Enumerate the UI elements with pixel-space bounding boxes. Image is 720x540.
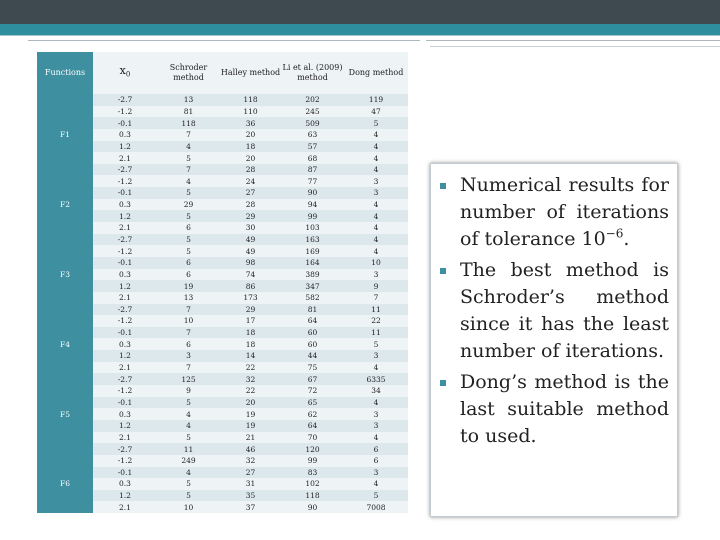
bullet-1-end: .	[623, 228, 630, 250]
li-cell: 582	[281, 292, 344, 304]
table-body	[37, 94, 408, 513]
dong-cell: 4	[344, 210, 408, 222]
schroder-cell: 13	[157, 292, 220, 304]
halley-cell: 27	[220, 467, 281, 479]
title-rule-right-lower	[430, 46, 720, 47]
table-row	[37, 106, 408, 118]
schroder-cell: 7	[157, 304, 220, 316]
halley-cell: 24	[220, 175, 281, 187]
li-cell: 94	[281, 199, 344, 211]
li-cell: 81	[281, 304, 344, 316]
x0-cell: -0.1	[93, 117, 157, 129]
function-cell	[37, 385, 93, 397]
function-cell	[37, 420, 93, 432]
halley-cell: 22	[220, 385, 281, 397]
dong-cell: 6	[344, 443, 408, 455]
schroder-cell: 10	[157, 315, 220, 327]
x0-cell: 0.3	[93, 408, 157, 420]
function-cell	[37, 315, 93, 327]
table-row	[37, 397, 408, 409]
table-row	[37, 420, 408, 432]
halley-cell: 30	[220, 222, 281, 234]
dong-cell: 4	[344, 164, 408, 176]
halley-cell: 74	[220, 269, 281, 281]
table-row	[37, 478, 408, 490]
li-cell: 65	[281, 397, 344, 409]
x0-cell: 2.1	[93, 152, 157, 164]
dong-cell: 11	[344, 327, 408, 339]
halley-cell: 37	[220, 501, 281, 513]
table-row	[37, 129, 408, 141]
function-cell	[37, 432, 93, 444]
x0-cell: 1.2	[93, 350, 157, 362]
x0-cell: 1.2	[93, 420, 157, 432]
accent-divider	[0, 35, 720, 36]
function-cell	[37, 327, 93, 339]
li-cell: 72	[281, 385, 344, 397]
li-cell: 87	[281, 164, 344, 176]
li-cell: 347	[281, 280, 344, 292]
halley-cell: 28	[220, 199, 281, 211]
x0-cell: -1.2	[93, 245, 157, 257]
table-row	[37, 94, 408, 106]
schroder-cell: 4	[157, 467, 220, 479]
li-cell: 64	[281, 420, 344, 432]
dong-cell: 5	[344, 338, 408, 350]
dong-cell: 4	[344, 245, 408, 257]
li-cell: 202	[281, 94, 344, 106]
table-row	[37, 373, 408, 385]
x0-cell: 0.3	[93, 338, 157, 350]
x0-cell: 1.2	[93, 210, 157, 222]
halley-cell: 110	[220, 106, 281, 118]
halley-cell: 14	[220, 350, 281, 362]
schroder-cell: 7	[157, 362, 220, 374]
dong-cell: 4	[344, 222, 408, 234]
function-cell: F5	[37, 408, 93, 420]
table-row	[37, 210, 408, 222]
li-cell: 77	[281, 175, 344, 187]
dong-cell: 4	[344, 199, 408, 211]
function-cell	[37, 222, 93, 234]
function-cell	[37, 467, 93, 479]
halley-cell: 31	[220, 478, 281, 490]
header-x0-subscript: 0	[125, 70, 131, 79]
dong-cell: 3	[344, 187, 408, 199]
x0-cell: -0.1	[93, 257, 157, 269]
x0-cell: -2.7	[93, 373, 157, 385]
halley-cell: 20	[220, 397, 281, 409]
dong-cell: 22	[344, 315, 408, 327]
schroder-cell: 5	[157, 432, 220, 444]
halley-cell: 20	[220, 152, 281, 164]
halley-cell: 35	[220, 490, 281, 502]
li-cell: 120	[281, 443, 344, 455]
schroder-cell: 6	[157, 222, 220, 234]
square-bullet-icon	[440, 183, 446, 189]
table-row	[37, 117, 408, 129]
bullet-1-text: Numerical results for number of iterations of tolerance 10	[460, 174, 669, 250]
halley-cell: 27	[220, 187, 281, 199]
x0-cell: -0.1	[93, 467, 157, 479]
schroder-cell: 4	[157, 420, 220, 432]
function-cell: F2	[37, 199, 93, 211]
table-row	[37, 362, 408, 374]
table-row	[37, 408, 408, 420]
x0-cell: 0.3	[93, 129, 157, 141]
function-cell	[37, 443, 93, 455]
table-row	[37, 443, 408, 455]
x0-cell: 2.1	[93, 432, 157, 444]
li-cell: 99	[281, 210, 344, 222]
schroder-cell: 6	[157, 257, 220, 269]
x0-cell: -1.2	[93, 385, 157, 397]
li-cell: 169	[281, 245, 344, 257]
bullet-3-text: Dong’s method is the last suitable method to used.	[460, 371, 669, 447]
table-header-row	[37, 52, 408, 94]
accent-stripe	[0, 24, 720, 35]
x0-cell: 2.1	[93, 501, 157, 513]
schroder-cell: 5	[157, 490, 220, 502]
table-row	[37, 164, 408, 176]
table-header	[37, 52, 408, 94]
table-row	[37, 455, 408, 467]
table-row	[37, 187, 408, 199]
dong-cell: 119	[344, 94, 408, 106]
halley-cell: 36	[220, 117, 281, 129]
dong-cell: 5	[344, 117, 408, 129]
x0-cell: -1.2	[93, 106, 157, 118]
schroder-cell: 118	[157, 117, 220, 129]
li-cell: 509	[281, 117, 344, 129]
bullet-numerical-results	[431, 172, 669, 253]
schroder-cell: 5	[157, 397, 220, 409]
li-cell: 389	[281, 269, 344, 281]
function-cell	[37, 257, 93, 269]
halley-cell: 19	[220, 408, 281, 420]
schroder-cell: 9	[157, 385, 220, 397]
table-row	[37, 350, 408, 362]
x0-cell: -2.7	[93, 443, 157, 455]
dong-cell: 34	[344, 385, 408, 397]
li-cell: 44	[281, 350, 344, 362]
dong-cell: 7	[344, 292, 408, 304]
x0-cell: 1.2	[93, 490, 157, 502]
li-cell: 62	[281, 408, 344, 420]
function-cell	[37, 362, 93, 374]
function-cell	[37, 455, 93, 467]
table-row	[37, 432, 408, 444]
li-cell: 70	[281, 432, 344, 444]
bullet-dong-method	[431, 369, 669, 450]
function-cell	[37, 175, 93, 187]
halley-cell: 18	[220, 327, 281, 339]
header-dong: Dong method	[344, 52, 408, 94]
x0-cell: -0.1	[93, 327, 157, 339]
li-cell: 90	[281, 187, 344, 199]
li-cell: 118	[281, 490, 344, 502]
table-row	[37, 222, 408, 234]
function-cell	[37, 292, 93, 304]
x0-cell: 2.1	[93, 222, 157, 234]
li-cell: 245	[281, 106, 344, 118]
function-cell	[37, 210, 93, 222]
halley-cell: 28	[220, 164, 281, 176]
schroder-cell: 3	[157, 350, 220, 362]
li-cell: 67	[281, 373, 344, 385]
function-cell	[37, 373, 93, 385]
halley-cell: 118	[220, 94, 281, 106]
schroder-cell: 4	[157, 408, 220, 420]
halley-cell: 29	[220, 304, 281, 316]
x0-cell: -0.1	[93, 187, 157, 199]
schroder-cell: 4	[157, 175, 220, 187]
schroder-cell: 19	[157, 280, 220, 292]
table-row	[37, 304, 408, 316]
dong-cell: 5	[344, 490, 408, 502]
x0-cell: 0.3	[93, 478, 157, 490]
schroder-cell: 4	[157, 141, 220, 153]
function-cell: F6	[37, 478, 93, 490]
dong-cell: 9	[344, 280, 408, 292]
function-cell: F3	[37, 269, 93, 281]
schroder-cell: 7	[157, 327, 220, 339]
li-cell: 60	[281, 327, 344, 339]
table-row	[37, 280, 408, 292]
x0-cell: 0.3	[93, 199, 157, 211]
dong-cell: 4	[344, 397, 408, 409]
x0-cell: -2.7	[93, 94, 157, 106]
li-cell: 57	[281, 141, 344, 153]
top-header-bar	[0, 0, 720, 24]
li-cell: 163	[281, 234, 344, 246]
halley-cell: 29	[220, 210, 281, 222]
li-cell: 164	[281, 257, 344, 269]
schroder-cell: 5	[157, 234, 220, 246]
dong-cell: 3	[344, 408, 408, 420]
schroder-cell: 7	[157, 129, 220, 141]
table-row	[37, 234, 408, 246]
li-cell: 75	[281, 362, 344, 374]
header-li: Li et al. (2009) method	[281, 52, 344, 94]
li-cell: 99	[281, 455, 344, 467]
x0-cell: -0.1	[93, 397, 157, 409]
li-cell: 64	[281, 315, 344, 327]
x0-cell: 0.3	[93, 269, 157, 281]
schroder-cell: 5	[157, 187, 220, 199]
dong-cell: 6	[344, 455, 408, 467]
halley-cell: 18	[220, 338, 281, 350]
halley-cell: 20	[220, 129, 281, 141]
schroder-cell: 6	[157, 338, 220, 350]
dong-cell: 3	[344, 175, 408, 187]
function-cell	[37, 304, 93, 316]
header-schroder: Schroder method	[157, 52, 220, 94]
halley-cell: 46	[220, 443, 281, 455]
square-bullet-icon	[440, 380, 446, 386]
function-cell	[37, 234, 93, 246]
li-cell: 102	[281, 478, 344, 490]
dong-cell: 4	[344, 129, 408, 141]
halley-cell: 17	[220, 315, 281, 327]
halley-cell: 173	[220, 292, 281, 304]
function-cell: F1	[37, 129, 93, 141]
dong-cell: 6335	[344, 373, 408, 385]
li-cell: 68	[281, 152, 344, 164]
dong-cell: 4	[344, 362, 408, 374]
dong-cell: 10	[344, 257, 408, 269]
dong-cell: 4	[344, 141, 408, 153]
table-row	[37, 175, 408, 187]
table-row	[37, 338, 408, 350]
function-cell	[37, 187, 93, 199]
function-cell	[37, 106, 93, 118]
li-cell: 103	[281, 222, 344, 234]
schroder-cell: 5	[157, 478, 220, 490]
conclusions-list	[431, 164, 677, 450]
table-row	[37, 315, 408, 327]
schroder-cell: 5	[157, 210, 220, 222]
title-rule-right	[426, 40, 720, 41]
schroder-cell: 81	[157, 106, 220, 118]
dong-cell: 4	[344, 152, 408, 164]
function-cell: F4	[37, 338, 93, 350]
halley-cell: 22	[220, 362, 281, 374]
x0-cell: 1.2	[93, 280, 157, 292]
x0-cell: -1.2	[93, 315, 157, 327]
halley-cell: 98	[220, 257, 281, 269]
schroder-cell: 6	[157, 269, 220, 281]
halley-cell: 32	[220, 455, 281, 467]
x0-cell: -1.2	[93, 175, 157, 187]
dong-cell: 11	[344, 304, 408, 316]
function-cell	[37, 490, 93, 502]
table-row	[37, 501, 408, 513]
halley-cell: 49	[220, 234, 281, 246]
x0-cell: 1.2	[93, 141, 157, 153]
function-cell	[37, 245, 93, 257]
table-row	[37, 385, 408, 397]
li-cell: 63	[281, 129, 344, 141]
schroder-cell: 29	[157, 199, 220, 211]
halley-cell: 21	[220, 432, 281, 444]
x0-cell: 2.1	[93, 292, 157, 304]
x0-cell: -1.2	[93, 455, 157, 467]
function-cell	[37, 501, 93, 513]
schroder-cell: 249	[157, 455, 220, 467]
dong-cell: 3	[344, 420, 408, 432]
header-functions: Functions	[37, 52, 93, 94]
li-cell: 83	[281, 467, 344, 479]
dong-cell: 3	[344, 467, 408, 479]
title-rule-left	[28, 40, 420, 41]
x0-cell: 2.1	[93, 362, 157, 374]
x0-cell: -2.7	[93, 234, 157, 246]
bullet-best-method	[431, 257, 669, 365]
dong-cell: 4	[344, 234, 408, 246]
square-bullet-icon	[440, 268, 446, 274]
table-row	[37, 257, 408, 269]
halley-cell: 18	[220, 141, 281, 153]
iterations-table	[37, 52, 408, 513]
table-row	[37, 152, 408, 164]
table-row	[37, 199, 408, 211]
function-cell	[37, 280, 93, 292]
bullet-1-exponent: −6	[605, 226, 624, 241]
dong-cell: 4	[344, 432, 408, 444]
schroder-cell: 11	[157, 443, 220, 455]
dong-cell: 7008	[344, 501, 408, 513]
dong-cell: 47	[344, 106, 408, 118]
table-row	[37, 141, 408, 153]
x0-cell: -2.7	[93, 164, 157, 176]
bullet-2-text: The best method is Schroder’s method since it has the least number of iterations.	[460, 259, 669, 362]
conclusions-panel	[430, 163, 678, 517]
header-x0-base: x	[119, 64, 126, 78]
table-row	[37, 327, 408, 339]
table-row	[37, 269, 408, 281]
dong-cell: 3	[344, 269, 408, 281]
function-cell	[37, 350, 93, 362]
table-row	[37, 467, 408, 479]
li-cell: 60	[281, 338, 344, 350]
li-cell: 90	[281, 501, 344, 513]
function-cell	[37, 94, 93, 106]
halley-cell: 32	[220, 373, 281, 385]
dong-cell: 3	[344, 350, 408, 362]
function-cell	[37, 152, 93, 164]
schroder-cell: 13	[157, 94, 220, 106]
schroder-cell: 10	[157, 501, 220, 513]
header-halley: Halley method	[220, 52, 281, 94]
halley-cell: 86	[220, 280, 281, 292]
function-cell	[37, 117, 93, 129]
function-cell	[37, 397, 93, 409]
function-cell	[37, 141, 93, 153]
schroder-cell: 5	[157, 152, 220, 164]
table-row	[37, 245, 408, 257]
halley-cell: 19	[220, 420, 281, 432]
function-cell	[37, 164, 93, 176]
table-row	[37, 292, 408, 304]
schroder-cell: 7	[157, 164, 220, 176]
table-row	[37, 490, 408, 502]
dong-cell: 4	[344, 478, 408, 490]
halley-cell: 49	[220, 245, 281, 257]
schroder-cell: 125	[157, 373, 220, 385]
x0-cell: -2.7	[93, 304, 157, 316]
schroder-cell: 5	[157, 245, 220, 257]
header-x0	[93, 52, 157, 94]
